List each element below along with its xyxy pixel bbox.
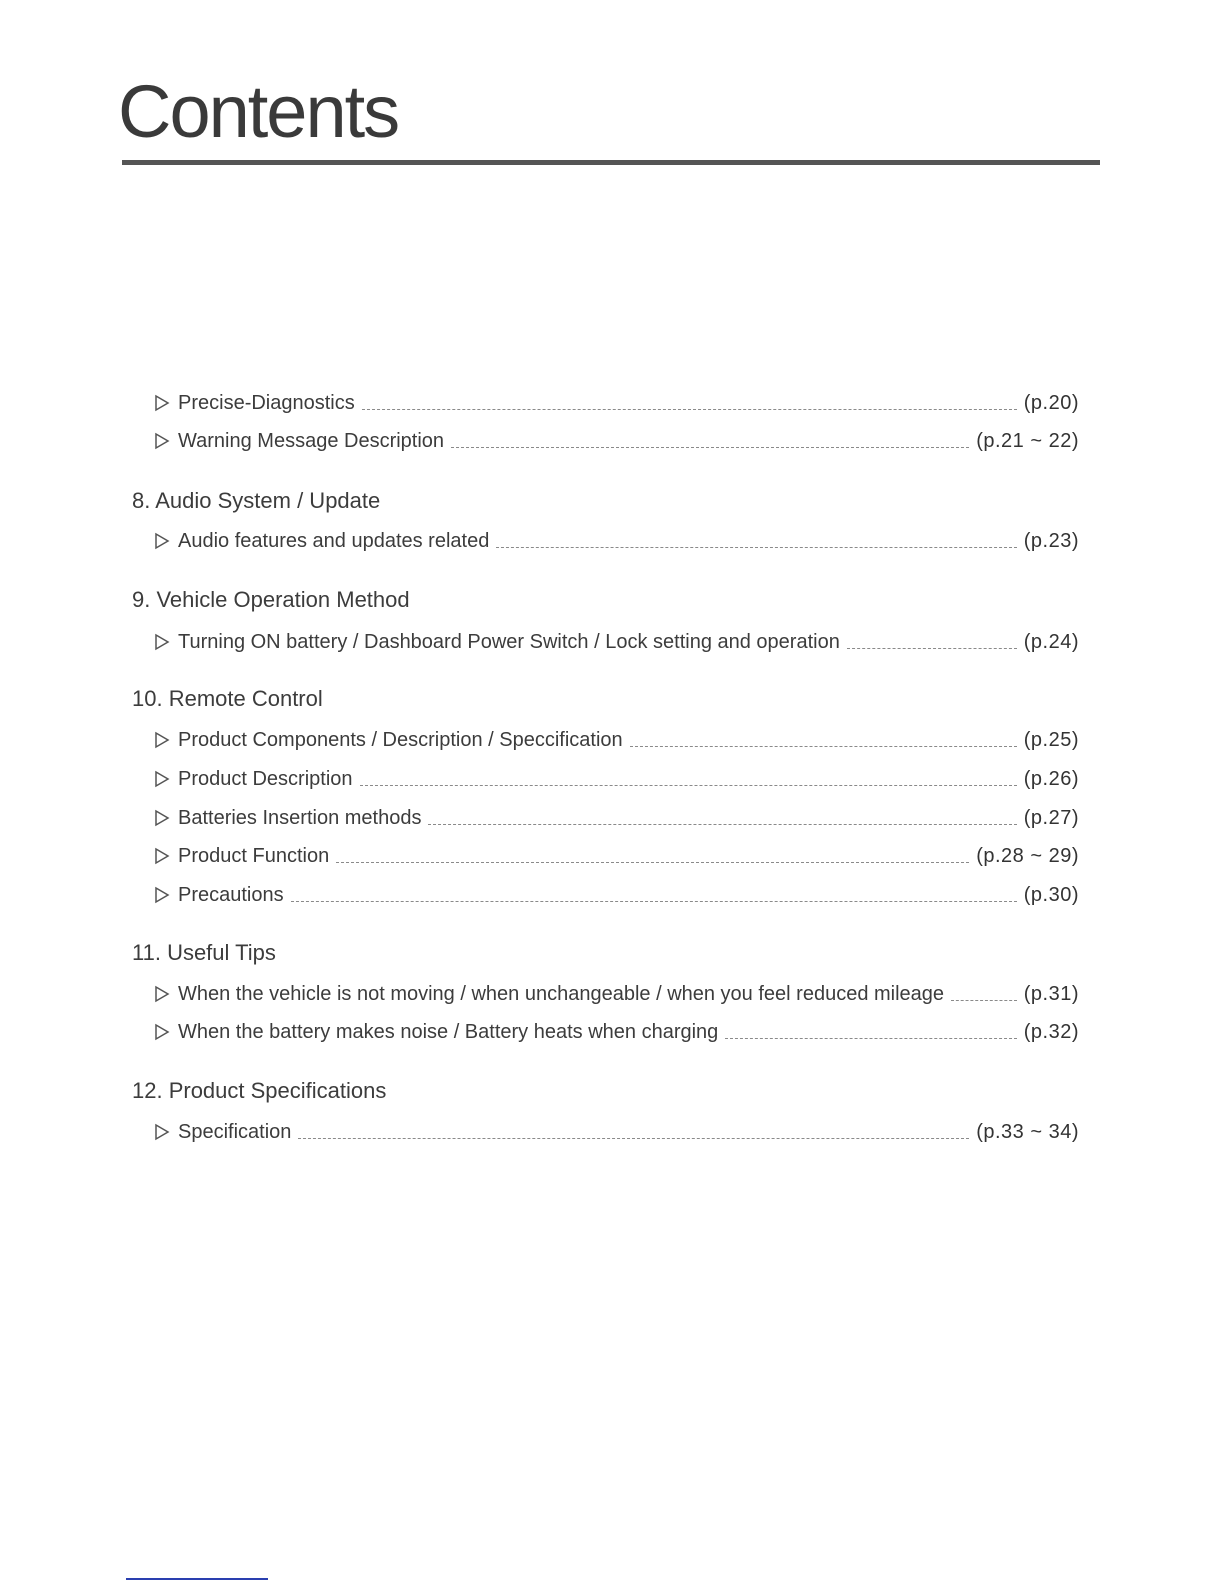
toc-entry[interactable] [154,880,1079,908]
toc-entry[interactable] [154,841,1079,869]
dotted-leader [847,648,1017,649]
toc-entry-label: Product Function [178,845,330,867]
toc-entry-label: Precise-Diagnostics [178,392,355,414]
toc-page-ref: (p.28 ~ 29) [976,845,1079,867]
triangle-right-outline-icon [154,727,172,753]
triangle-right-outline-icon [154,390,172,416]
dotted-leader [298,1138,969,1139]
toc-entry-label: Warning Message Description [178,430,445,452]
triangle-right-outline-icon [154,629,172,655]
toc-page-ref: (p.33 ~ 34) [976,1121,1079,1143]
triangle-right-outline-icon [154,981,172,1007]
toc-entry-label: When the vehicle is not moving / when unchangeable / when you feel reduced mileage [178,983,945,1005]
toc-entry[interactable] [154,426,1079,454]
section-heading[interactable]: 10. Remote Control [132,686,323,711]
dotted-leader [496,547,1016,548]
section-heading[interactable]: 11. Useful Tips [132,940,276,965]
toc-page-ref: (p.31) [1023,983,1079,1005]
triangle-right-outline-icon [154,1019,172,1045]
toc-entry-label: Product Description [178,768,353,790]
triangle-right-outline-icon [154,882,172,908]
toc-page-ref: (p.20) [1023,392,1079,414]
toc-entry-label: Product Components / Description / Speccification [178,729,623,751]
triangle-right-outline-icon [154,428,172,454]
toc-entry-label: Precautions [178,884,284,906]
toc-entry[interactable] [154,526,1079,554]
dotted-leader [428,824,1016,825]
section-heading[interactable]: 8. Audio System / Update [132,488,381,513]
toc-entry[interactable] [154,803,1079,831]
toc-page-ref: (p.23) [1023,530,1079,552]
dotted-leader [451,447,969,448]
dotted-leader [360,785,1017,786]
toc-entry[interactable] [154,1017,1079,1045]
toc-entry-label: Specification [178,1121,292,1143]
triangle-right-outline-icon [154,1119,172,1145]
toc-entry[interactable] [154,979,1079,1007]
dotted-leader [630,746,1017,747]
toc-entry[interactable] [154,627,1079,655]
triangle-right-outline-icon [154,843,172,869]
section-heading[interactable]: 12. Product Specifications [132,1078,387,1103]
toc-page-ref: (p.30) [1023,884,1079,906]
page-title: Contents [118,70,399,153]
dotted-leader [291,901,1017,902]
toc-page-ref: (p.26) [1023,768,1079,790]
toc-entry[interactable] [154,1117,1079,1145]
toc-page-ref: (p.25) [1023,729,1079,751]
toc-entry[interactable] [154,764,1079,792]
triangle-right-outline-icon [154,805,172,831]
dotted-leader [336,862,969,863]
section-heading[interactable]: 9. Vehicle Operation Method [132,587,410,612]
dotted-leader [725,1038,1016,1039]
dotted-leader [951,1000,1017,1001]
triangle-right-outline-icon [154,766,172,792]
toc-page-ref: (p.32) [1023,1021,1079,1043]
triangle-right-outline-icon [154,528,172,554]
toc-entry[interactable] [154,388,1079,416]
toc-entry[interactable] [154,725,1079,753]
toc-entry-label: Audio features and updates related [178,530,490,552]
toc-page-ref: (p.21 ~ 22) [976,430,1079,452]
toc-page-ref: (p.24) [1023,631,1079,653]
dotted-leader [362,409,1017,410]
toc-page-ref: (p.27) [1023,807,1079,829]
toc-entry-label: When the battery makes noise / Battery heats when charging [178,1021,719,1043]
footer-link-underline[interactable] [126,1578,268,1580]
toc-entry-label: Batteries Insertion methods [178,807,422,829]
toc-entry-label: Turning ON battery / Dashboard Power Switch / Lock setting and operation [178,631,840,653]
